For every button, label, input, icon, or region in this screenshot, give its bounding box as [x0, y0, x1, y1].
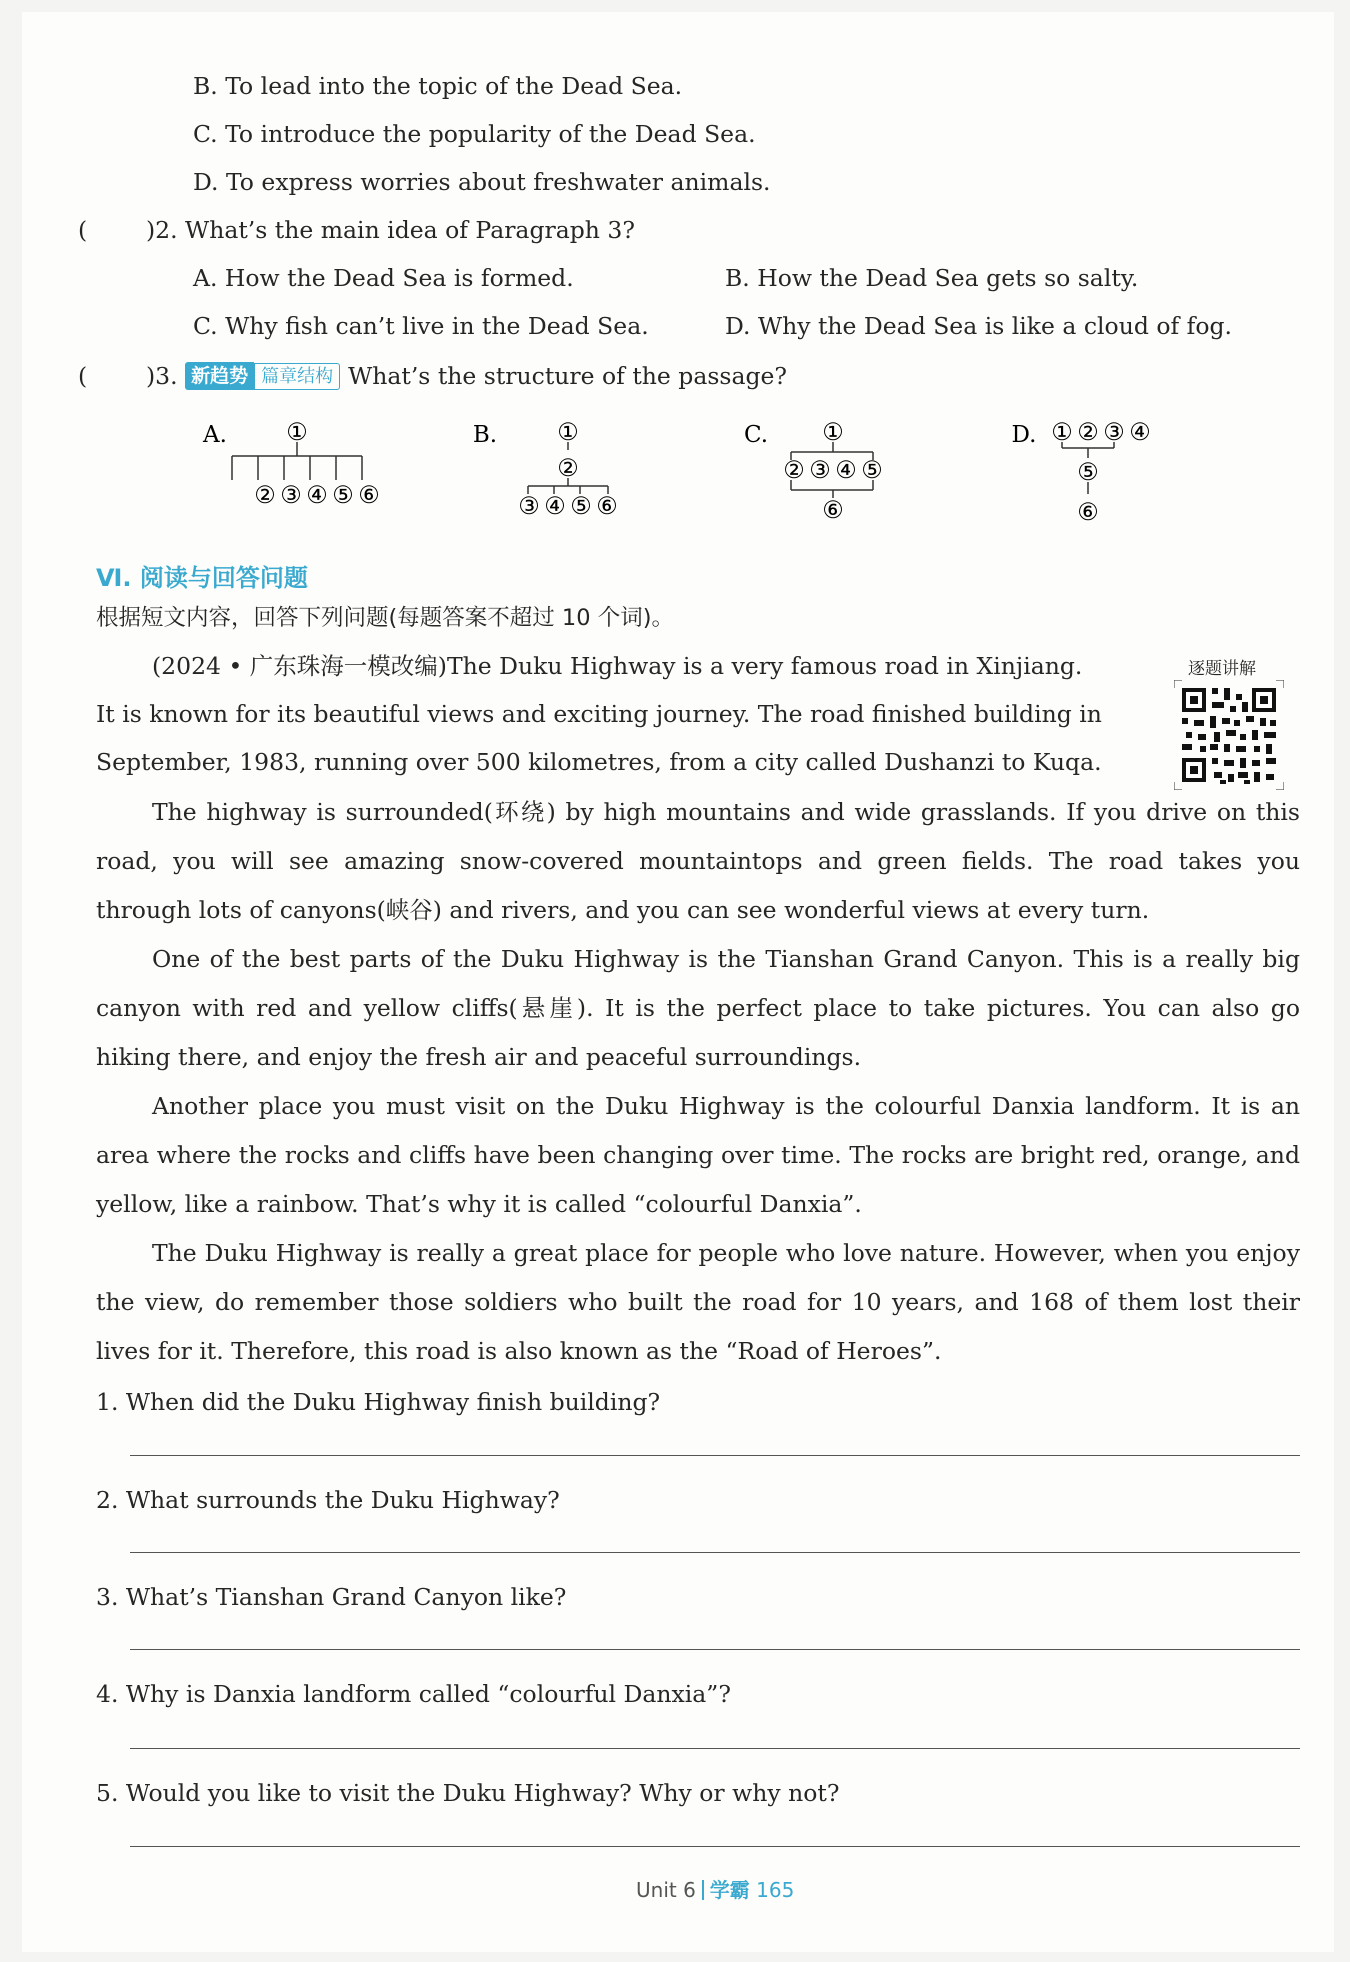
q3-label-d: D.	[1011, 422, 1037, 448]
q3-label-a: A.	[203, 422, 227, 448]
footer-brand: 学霸	[709, 1878, 750, 1902]
answer-line-2[interactable]	[130, 1552, 1300, 1553]
b-node-1: ①	[557, 418, 579, 446]
q1-option-b: B. To lead into the topic of the Dead Sea.	[193, 72, 683, 100]
b-node-5: ⑤	[570, 492, 592, 520]
d-node-1: ①	[1051, 418, 1073, 446]
question-1: 1. When did the Duku Highway finish building?	[96, 1388, 661, 1416]
q2-option-d: D. Why the Dead Sea is like a cloud of fog.	[725, 312, 1233, 340]
passage-p2-text: The highway is surrounded(环绕) by high mountains and wide grasslands. If you drive on this road, you will see amazing snow-covered mountaintops and green fields. The road takes you through lots of canyons(峡谷) and rivers, and you can see wonderful views at every turn.	[96, 798, 1300, 924]
c-node-1: ①	[822, 418, 844, 446]
q2-option-b: B. How the Dead Sea gets so salty.	[725, 264, 1139, 292]
q1-option-d: D. To express worries about freshwater animals.	[193, 168, 771, 196]
qr-label: 逐题讲解	[1188, 659, 1256, 679]
d-node-5: ⑤	[1077, 458, 1099, 486]
q3-number: )3.	[146, 362, 178, 390]
passage-p3-text: One of the best parts of the Duku Highway is the Tianshan Grand Canyon. This is a really big canyon with red and yellow cliffs(悬崖). It is the perfect place to take pictures. You can also go hiking there, and enjoy the fresh air and peaceful surroundings.	[96, 945, 1300, 1071]
new-trend-tag: 新趋势	[185, 362, 254, 390]
a-node-1: ①	[286, 418, 308, 446]
answer-line-1[interactable]	[130, 1455, 1300, 1456]
passage-p5	[96, 1229, 1300, 1376]
q2-answer-bracket[interactable]: (	[78, 216, 88, 244]
answer-line-4[interactable]	[130, 1748, 1300, 1749]
answer-line-5[interactable]	[130, 1846, 1300, 1847]
c-node-3: ③	[809, 456, 831, 484]
q2-stem: )2. What’s the main idea of Paragraph 3?	[146, 216, 635, 244]
section-title: Ⅵ. 阅读与回答问题	[96, 564, 308, 592]
footer-divider	[702, 1880, 704, 1900]
passage-p1-line3: September, 1983, running over 500 kilometres, from a city called Dushanzi to Kuqa.	[96, 748, 1102, 776]
a-node-3: ③	[280, 481, 302, 509]
q3-stem-row	[146, 360, 787, 392]
passage-p1-line1: (2024 • 广东珠海一模改编)The Duku Highway is a very famous road in Xinjiang.	[152, 652, 1083, 680]
section-instruction: 根据短文内容，回答下列问题(每题答案不超过 10 个词)。	[96, 605, 674, 631]
a-node-5: ⑤	[332, 481, 354, 509]
a-node-6: ⑥	[358, 481, 380, 509]
q2-option-c: C. Why fish can’t live in the Dead Sea.	[193, 312, 649, 340]
q3-stem: What’s the structure of the passage?	[348, 362, 788, 390]
d-node-2: ②	[1077, 418, 1099, 446]
a-node-4: ④	[306, 481, 328, 509]
d-node-3: ③	[1103, 418, 1125, 446]
q3-label-c: C.	[743, 422, 769, 448]
passage-p2	[96, 788, 1300, 935]
q3-answer-bracket[interactable]: (	[78, 362, 88, 390]
q1-option-c: C. To introduce the popularity of the Dead Sea.	[193, 120, 756, 148]
answer-line-3[interactable]	[130, 1649, 1300, 1650]
b-node-3: ③	[518, 492, 540, 520]
question-5: 5. Would you like to visit the Duku Highway? Why or why not?	[96, 1779, 840, 1807]
b-node-2: ②	[557, 454, 579, 482]
c-node-2: ②	[783, 456, 805, 484]
q2-option-a: A. How the Dead Sea is formed.	[193, 264, 574, 292]
question-3: 3. What’s Tianshan Grand Canyon like?	[96, 1583, 567, 1611]
passage-p1-line2: It is known for its beautiful views and exciting journey. The road finished building in	[96, 700, 1102, 728]
worksheet-page	[22, 12, 1334, 1952]
passage-p4	[96, 1082, 1300, 1229]
question-4: 4. Why is Danxia landform called “colourful Danxia”?	[96, 1680, 731, 1708]
b-node-6: ⑥	[596, 492, 618, 520]
q3-structure-diagrams	[182, 408, 1302, 538]
a-node-2: ②	[254, 481, 276, 509]
c-node-5: ⑤	[861, 456, 883, 484]
c-node-6: ⑥	[822, 496, 844, 524]
page-footer	[636, 1874, 794, 1903]
c-node-4: ④	[835, 456, 857, 484]
qr-code-icon[interactable]	[1174, 680, 1284, 790]
footer-unit: Unit 6	[636, 1878, 696, 1902]
passage-p5-text: The Duku Highway is really a great place for people who love nature. However, when you enjoy the view, do remember those soldiers who built the road for 10 years, and 168 of them lost their lives for it. Therefore, this road is also known as the “Road of Heroes”.	[96, 1239, 1300, 1365]
b-node-4: ④	[544, 492, 566, 520]
q3-label-b: B.	[472, 422, 498, 448]
d-node-4: ④	[1129, 418, 1151, 446]
passage-p4-text: Another place you must visit on the Duku Highway is the colourful Danxia landform. It is an area where the rocks and cliffs have been changing over time. The rocks are bright red, orange, and yellow, like a rainbow. That’s why it is called “colourful Danxia”.	[96, 1092, 1300, 1218]
footer-page-number: 165	[756, 1878, 795, 1902]
d-node-6: ⑥	[1077, 498, 1099, 526]
passage-p3	[96, 935, 1300, 1082]
structure-tag: 篇章结构	[254, 363, 340, 390]
question-2: 2. What surrounds the Duku Highway?	[96, 1486, 560, 1514]
